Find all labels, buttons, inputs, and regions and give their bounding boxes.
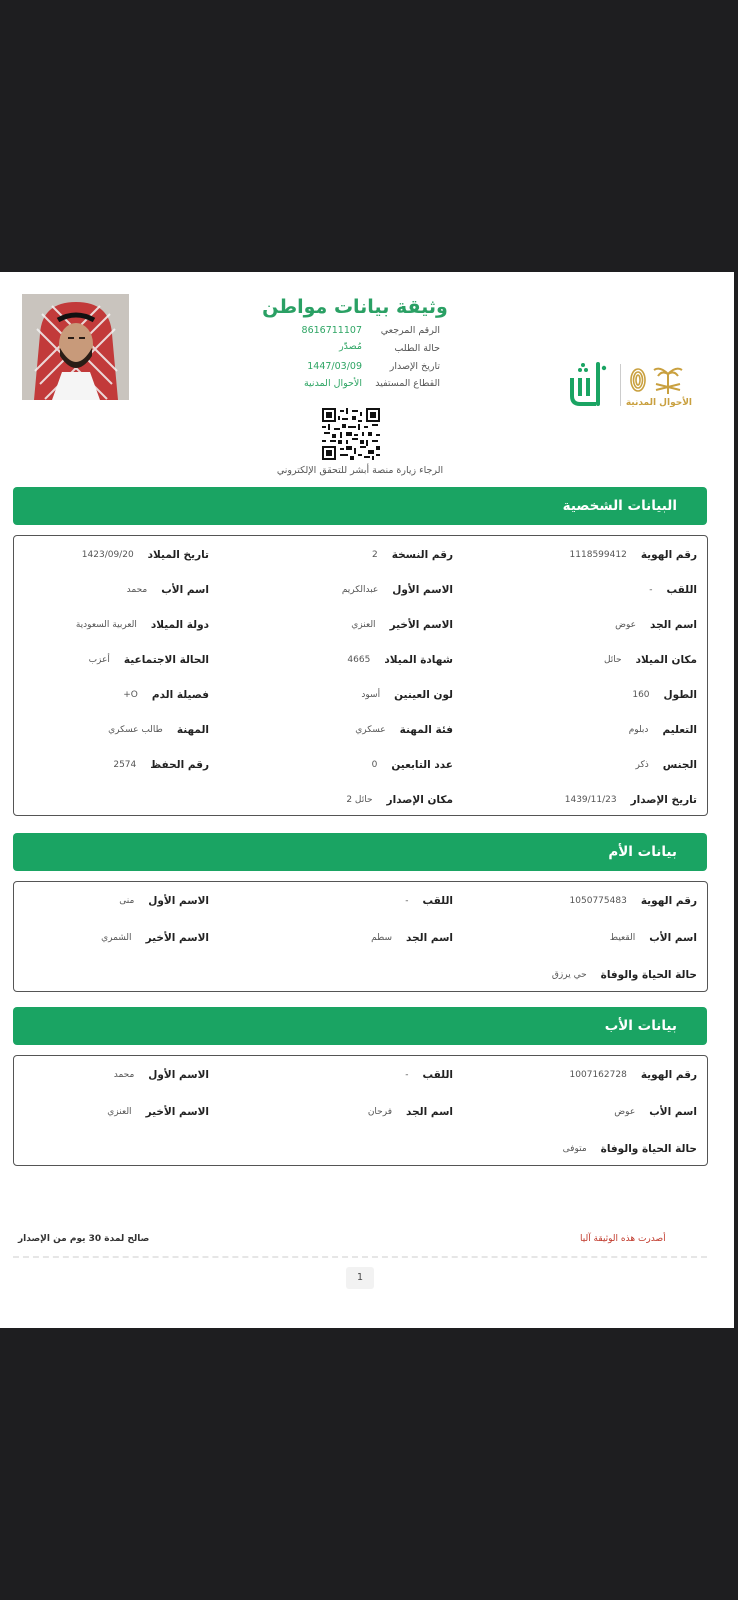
personal-field-label: دولة الميلاد	[150, 619, 209, 631]
personal-field-value: عوض	[615, 620, 636, 630]
document-title: وثيقة بيانات مواطن	[262, 296, 448, 318]
personal-field-label: الاسم الأول	[392, 584, 453, 596]
personal-field-value: 0	[371, 760, 378, 770]
mother-field-label: اسم الأب	[649, 932, 697, 944]
personal-field-value: 1439/11/23	[564, 795, 617, 805]
personal-field-label: فئة المهنة	[399, 724, 453, 736]
absher-logo-icon	[566, 360, 614, 410]
mother-field-value: 1050775483	[569, 896, 627, 906]
personal-field-value: عسكري	[355, 725, 386, 735]
qr-code[interactable]	[322, 408, 380, 460]
personal-field-value: ذكر	[635, 760, 649, 770]
personal-field-value: 160	[632, 690, 650, 700]
validity-note: صالح لمدة 30 يوم من الإصدار	[18, 1234, 150, 1244]
personal-field-value: حائل 2	[346, 795, 373, 805]
personal-field-label: رقم الهوية	[640, 549, 697, 561]
personal-field-value: العنزي	[351, 620, 376, 630]
personal-field-label: اسم الجد	[650, 619, 697, 631]
personal-field-label: رقم الحفظ	[150, 759, 209, 771]
meta-label-sector: القطاع المستفيد	[375, 378, 440, 389]
logo-divider	[620, 364, 621, 406]
section-header-father	[13, 1007, 707, 1045]
personal-field-label: عدد التابعين	[391, 759, 453, 771]
father-field-value: فرحان	[367, 1107, 392, 1117]
personal-field-label: الطول	[663, 689, 697, 701]
meta-value-status: مُصدّر	[339, 341, 362, 352]
personal-field-label: شهادة الميلاد	[384, 654, 453, 666]
meta-label-reference: الرقم المرجعي	[380, 325, 440, 336]
personal-field-label: الاسم الأخير	[389, 619, 453, 631]
personal-field-label: رقم النسخة	[391, 549, 453, 561]
mother-field-value: القعيط	[609, 933, 636, 943]
profile-photo	[22, 294, 129, 400]
personal-field-label: لون العينين	[394, 689, 453, 701]
father-field-value: عوض	[614, 1107, 636, 1117]
mother-field-label: اللقب	[422, 895, 453, 907]
absher-logo	[566, 360, 614, 410]
meta-value-sector: الأحوال المدنية	[303, 378, 362, 389]
personal-field-value: O+	[123, 690, 138, 700]
father-field-value: العنزي	[107, 1107, 132, 1117]
mother-field-value: سطم	[371, 933, 392, 943]
personal-field-value: 4665	[347, 655, 371, 665]
personal-field-value: دبلوم	[628, 725, 649, 735]
father-field-label: اسم الجد	[406, 1106, 453, 1118]
father-field-label: الاسم الأخير	[145, 1106, 209, 1118]
verification-note: الرجاء زيارة منصة أبشر للتحقق الإلكتروني	[276, 465, 444, 476]
meta-value-reference: 8616711107	[301, 325, 362, 336]
personal-field-label: تاريخ الإصدار	[630, 794, 697, 806]
personal-field-value: أسود	[361, 690, 381, 700]
personal-field-value: طالب عسكري	[108, 725, 163, 735]
personal-field-label: اسم الأب	[161, 584, 209, 596]
personal-field-label: مكان الإصدار	[386, 794, 453, 806]
personal-field-value: 2574	[113, 760, 137, 770]
personal-field-value: أعزب	[88, 655, 110, 665]
personal-field-label: تاريخ الميلاد	[147, 549, 209, 561]
personal-field-value: 1423/09/20	[81, 550, 134, 560]
father-field-value: محمد	[113, 1070, 135, 1080]
personal-field-value: عبدالكريم	[341, 585, 379, 595]
mother-field-label: حالة الحياة والوفاة	[600, 969, 697, 981]
mother-field-value: حي يرزق	[551, 970, 587, 980]
section-title-personal: البيانات الشخصية	[562, 498, 677, 514]
father-field-value: -	[405, 1070, 409, 1080]
personal-field-value: محمد	[126, 585, 148, 595]
father-field-label: الاسم الأول	[148, 1069, 209, 1081]
personal-field-value: العربية السعودية	[75, 620, 137, 630]
personal-data-box	[13, 535, 708, 816]
civil-affairs-logo	[625, 360, 692, 412]
father-data-box	[13, 1055, 708, 1166]
section-header-personal	[13, 487, 707, 525]
section-title-father: بيانات الأب	[604, 1018, 677, 1034]
father-field-value: متوفى	[562, 1144, 587, 1154]
meta-label-status: حالة الطلب	[394, 343, 440, 354]
father-field-label: اسم الأب	[649, 1106, 697, 1118]
mother-field-value: -	[405, 896, 409, 906]
section-title-mother: بيانات الأم	[608, 844, 677, 860]
meta-value-issue-date: 1447/03/09	[307, 361, 362, 372]
meta-label-issue-date: تاريخ الإصدار	[389, 361, 440, 372]
mother-field-label: الاسم الأخير	[145, 932, 209, 944]
page-number[interactable]: 1	[346, 1267, 374, 1289]
personal-field-value: 1118599412	[569, 550, 627, 560]
personal-field-label: التعليم	[662, 724, 697, 736]
personal-field-label: الحالة الاجتماعية	[123, 654, 209, 666]
mother-field-label: اسم الجد	[406, 932, 453, 944]
fingerprint-palm-emblem-icon	[628, 360, 692, 398]
personal-field-label: مكان الميلاد	[635, 654, 697, 666]
personal-field-label: الجنس	[662, 759, 697, 771]
civil-affairs-logo-text: الأحوال المدنية	[625, 398, 692, 408]
personal-field-value: -	[649, 585, 653, 595]
personal-field-label: اللقب	[666, 584, 697, 596]
footer-divider	[13, 1256, 707, 1258]
mother-field-label: رقم الهوية	[640, 895, 697, 907]
section-header-mother	[13, 833, 707, 871]
mother-field-label: الاسم الأول	[148, 895, 209, 907]
auto-issued-note: أصدرت هذه الوثيقة آليا	[580, 1234, 666, 1244]
personal-field-value: حائل	[603, 655, 622, 665]
personal-field-label: فصيلة الدم	[151, 689, 209, 701]
father-field-label: رقم الهوية	[640, 1069, 697, 1081]
father-field-label: اللقب	[422, 1069, 453, 1081]
father-field-value: 1007162728	[569, 1070, 627, 1080]
father-field-label: حالة الحياة والوفاة	[600, 1143, 697, 1155]
document-page	[0, 272, 734, 1328]
mother-field-value: منى	[119, 896, 135, 906]
personal-field-label: المهنة	[176, 724, 209, 736]
personal-field-value: 2	[372, 550, 378, 560]
mother-data-box	[13, 881, 708, 992]
mother-field-value: الشمري	[101, 933, 132, 943]
